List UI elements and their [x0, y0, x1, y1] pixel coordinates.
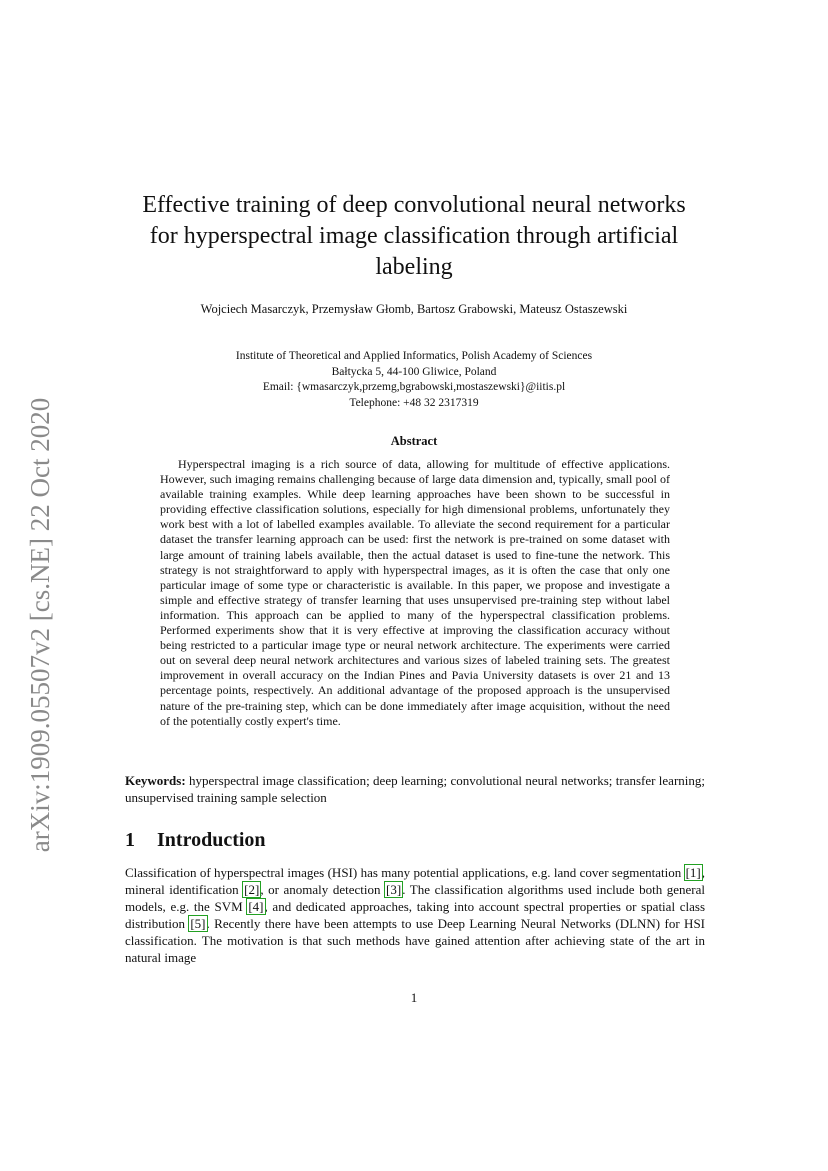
abstract-heading: Abstract — [390, 434, 438, 448]
arxiv-identifier: arXiv:1909.05507v2 [cs.NE] 22 Oct 2020 — [25, 397, 55, 853]
citation-link[interactable]: [4] — [248, 899, 264, 914]
author-list: Wojciech Masarczyk, Przemysław Głomb, Bartosz Grabowski, Mateusz Ostaszewski — [200, 302, 628, 316]
affiliation-block — [125, 349, 703, 411]
intro-text: , or anomaly detection — [260, 882, 386, 897]
section-title: Introduction — [157, 829, 266, 851]
intro-text: , mineral identification — [125, 865, 705, 897]
intro-text: Classification of hyperspectral images (HSI) has many potential applications, e.g. land cover segmentation — [125, 865, 685, 880]
abstract-text: Hyperspectral imaging is a rich source of data, allowing for multitude of effective applications. However, such imaging remains challenging because of large data dimension and, typically, small pool of available training examples. While deep learning approaches have been shown to be successful in providing effective classification solutions, especially for high dimensional problems, unfortunately they work best with a lot of labelled examples available. To alleviate the second requirement for a particular dataset the transfer learning approach can be used: first the network is pre-trained on some dataset with large amount of training labels available, then the actual dataset is used to fine-tune the network. This strategy is not straightforward to apply with hyperspectral images, as it is often the case that only one particular image of some type or characteristic is available. In this paper, we propose and investigate a simple and effective strategy of transfer learning that uses unsupervised pre-training step without label information. This approach can be applied to many of the hyperspectral classification problems. Performed experiments show that it is very effective at improving the classification accuracy without being restricted to a particular image type or neural network architecture. The experiments were carried out on several deep neural network architectures and various sizes of labeled training sets. The greatest improvement in overall accuracy on the Indian Pines and Pavia University datasets is over 21 and 13 percentage points, respectively. An additional advantage of the proposed approach is the unsupervised nature of the pre-training step, which can be done immediately after image acquisition, without the need of the potentially costly expert's time. — [160, 457, 670, 728]
title-line: for hyperspectral image classification through artificial — [149, 223, 679, 249]
keywords-paragraph — [125, 772, 705, 806]
keywords-label: Keywords: — [125, 773, 186, 788]
citation-link[interactable]: [5] — [190, 916, 206, 931]
title-line: labeling — [375, 254, 453, 280]
introduction-paragraph — [125, 864, 705, 966]
citation-link[interactable]: [2] — [244, 882, 260, 897]
citation-link[interactable]: [1] — [685, 865, 701, 880]
affiliation-email: Email: {wmasarczyk,przemg,bgrabowski,mostaszewski}@iitis.pl — [262, 381, 566, 393]
keywords-text: hyperspectral image classification; deep learning; convolutional neural networks; transfer learning; unsupervised training sample selection — [125, 773, 706, 805]
intro-text: . The classification algorithms used include both general models, e.g. the SVM — [125, 882, 706, 914]
intro-text: , and dedicated approaches, taking into account spectral properties or spatial class distribution — [125, 899, 705, 931]
section-number: 1 — [125, 829, 135, 851]
affiliation-address: Bałtycka 5, 44-100 Gliwice, Poland — [331, 365, 497, 378]
intro-text: . Recently there have been attempts to use Deep Learning Neural Networks (DLNN) for HSI classification. The motivation is that such methods have gained attention after achieving state of the art in natural image — [125, 916, 706, 965]
section-heading-introduction — [125, 827, 266, 853]
affiliation-institute: Institute of Theoretical and Applied Informatics, Polish Academy of Sciences — [235, 350, 593, 362]
title-line: Effective training of deep convolutional neural networks — [142, 192, 686, 218]
paper-title — [125, 190, 703, 283]
affiliation-telephone: Telephone: +48 32 2317319 — [349, 396, 479, 409]
page-number: 1 — [410, 990, 418, 1005]
citation-link[interactable]: [3] — [386, 882, 402, 897]
